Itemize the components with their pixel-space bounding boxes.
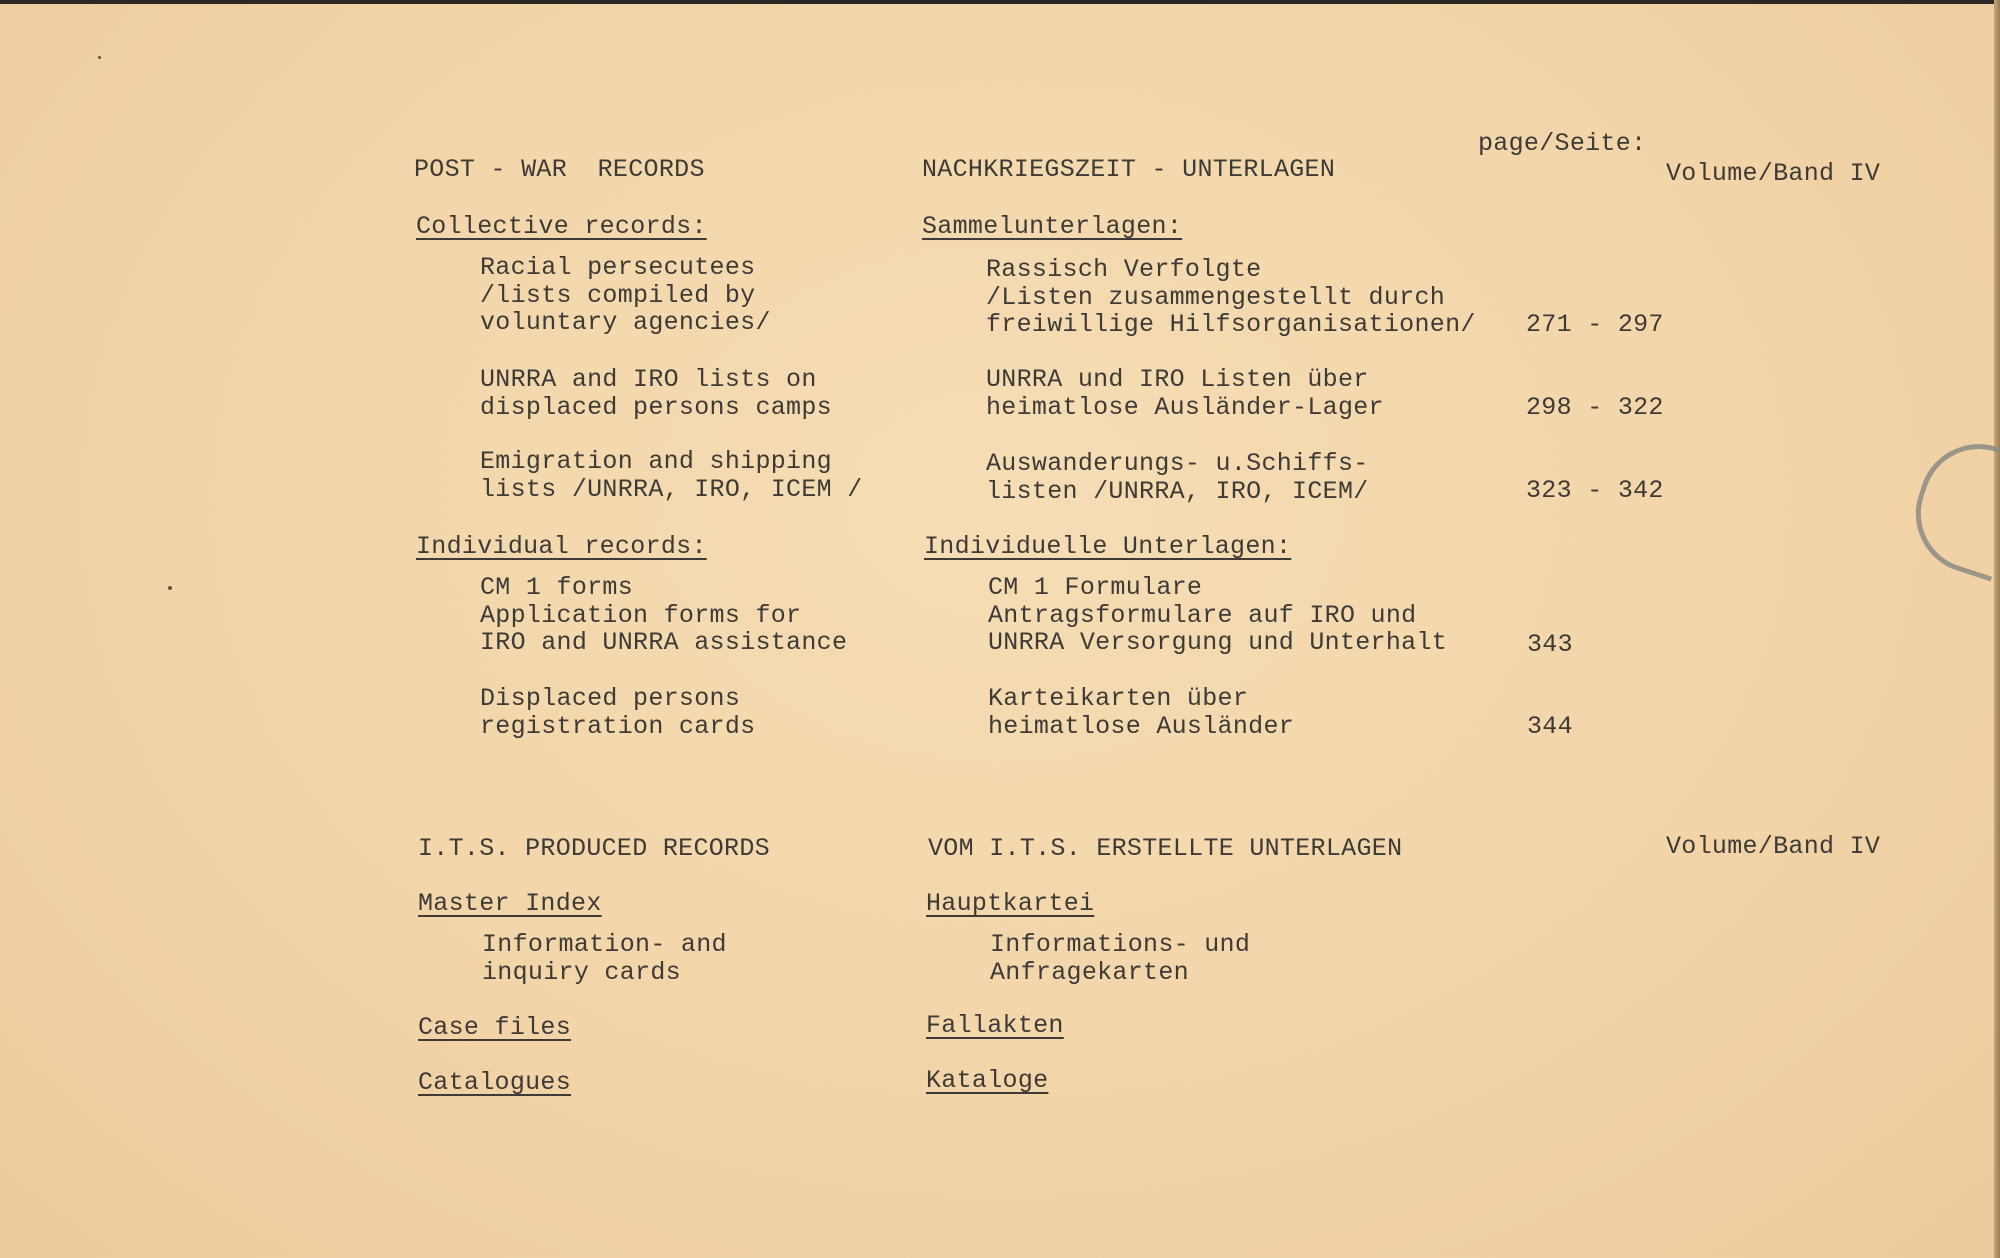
page-range: 323 - 342 bbox=[1526, 476, 1664, 505]
volume-label: Volume/Band IV bbox=[1666, 832, 1881, 861]
entry-de-informations-anfragekarten: Informations- und Anfragekarten bbox=[990, 930, 1251, 987]
vom-its-erstellte-heading: VOM I.T.S. ERSTELLTE UNTERLAGEN bbox=[928, 834, 1403, 863]
entry-de-unrra-iro-listen: UNRRA und IRO Listen über heimatlose Ausländer-Lager bbox=[986, 365, 1384, 422]
entry-en-dp-registration-cards: Displaced persons registration cards bbox=[480, 684, 756, 741]
post-war-records-heading: POST - WAR RECORDS bbox=[414, 155, 705, 184]
entry-en-racial-persecutees: Racial persecutees /lists compiled by voluntary agencies/ bbox=[480, 253, 771, 337]
nachkriegszeit-heading: NACHKRIEGSZEIT - UNTERLAGEN bbox=[922, 155, 1336, 184]
page-range: 298 - 322 bbox=[1526, 393, 1664, 422]
case-files-heading: Case files bbox=[418, 1013, 572, 1042]
catalogues-heading: Catalogues bbox=[418, 1068, 572, 1097]
entry-en-cm1-forms: CM 1 forms Application forms for IRO and UNRRA assistance bbox=[480, 573, 848, 657]
entry-de-karteikarten: Karteikarten über heimatlose Ausländer bbox=[988, 684, 1295, 741]
hauptkartei-heading: Hauptkartei bbox=[926, 889, 1095, 918]
entry-de-cm1-formulare: CM 1 Formulare Antragsformulare auf IRO und UNRRA Versorgung und Unterhalt bbox=[988, 573, 1448, 657]
master-index-heading: Master Index bbox=[418, 889, 602, 918]
entry-de-auswanderungs-listen: Auswanderungs- u.Schiffs- listen /UNRRA, IRO, ICEM/ bbox=[986, 449, 1369, 506]
paper-clip bbox=[1900, 429, 2000, 582]
kataloge-heading: Kataloge bbox=[926, 1066, 1049, 1095]
speck bbox=[98, 56, 101, 59]
entry-en-information-inquiry-cards: Information- and inquiry cards bbox=[482, 930, 727, 987]
individual-records-heading: Individual records: bbox=[416, 532, 707, 561]
page-right-edge bbox=[1994, 0, 2000, 1258]
page-top-edge bbox=[0, 0, 2000, 4]
fallakten-heading: Fallakten bbox=[926, 1011, 1064, 1040]
volume-label: Volume/Band IV bbox=[1666, 159, 1881, 188]
speck bbox=[168, 586, 172, 590]
entry-de-rassisch-verfolgte: Rassisch Verfolgte /Listen zusammengestellt durch freiwillige Hilfsorganisationen/ bbox=[986, 255, 1476, 339]
individuelle-unterlagen-heading: Individuelle Unterlagen: bbox=[924, 532, 1292, 561]
entry-en-unrra-iro-lists: UNRRA and IRO lists on displaced persons camps bbox=[480, 365, 832, 422]
collective-records-heading: Collective records: bbox=[416, 212, 707, 241]
sammelunterlagen-heading: Sammelunterlagen: bbox=[922, 212, 1183, 241]
page-seite-label: page/Seite: bbox=[1478, 129, 1647, 158]
entry-en-emigration-lists: Emigration and shipping lists /UNRRA, IRO, ICEM / bbox=[480, 447, 863, 504]
page-number: 344 bbox=[1527, 712, 1573, 741]
page-range: 271 - 297 bbox=[1526, 310, 1664, 339]
its-produced-records-heading: I.T.S. PRODUCED RECORDS bbox=[418, 834, 770, 863]
page-number: 343 bbox=[1527, 630, 1573, 659]
